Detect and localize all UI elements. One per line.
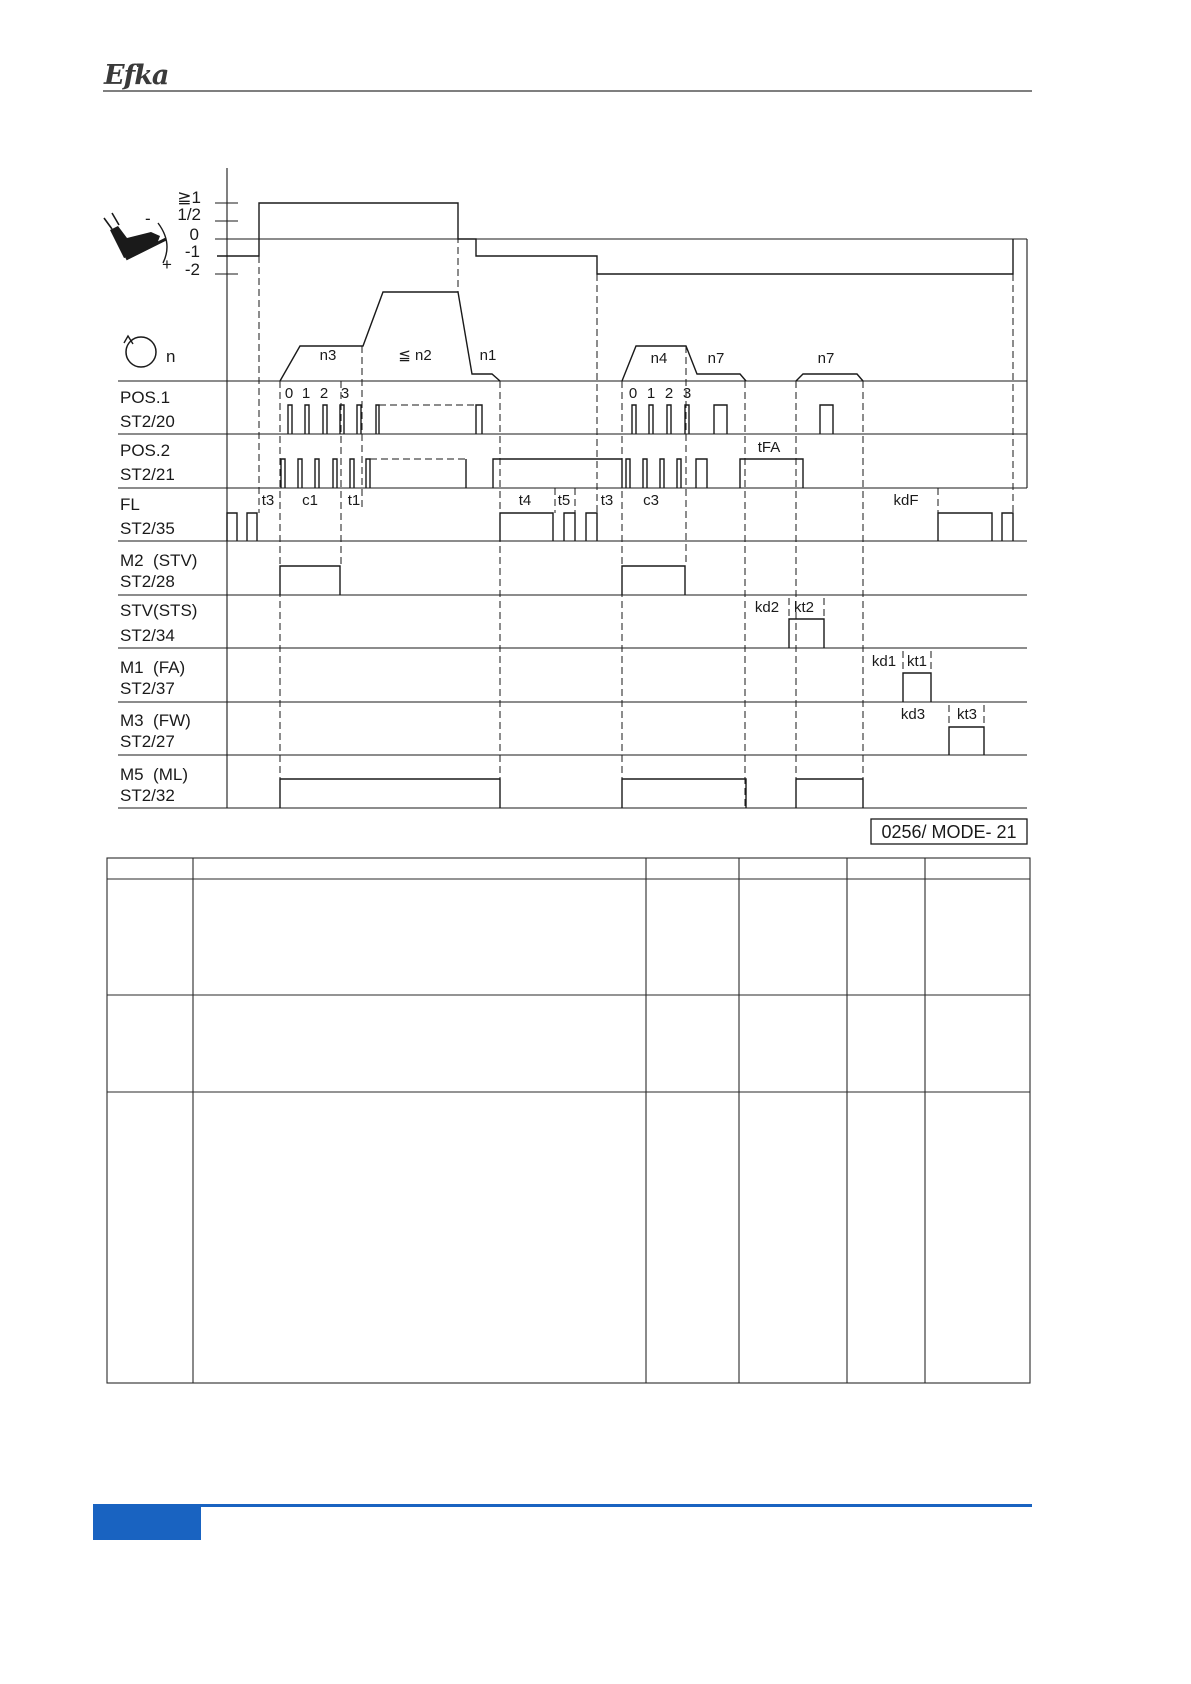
pedal-minus-sign: - (145, 209, 151, 228)
fl-signal (227, 492, 1013, 541)
timing-label-kd3: kd3 (900, 706, 926, 723)
timing-label-t4: t4 (518, 492, 532, 509)
m1-signal (872, 653, 931, 702)
row-name-pos2: POS.2 (120, 441, 171, 460)
m5-signal (280, 779, 863, 808)
timing-label-t3: t3 (261, 492, 275, 509)
table-column-dividers (193, 858, 925, 1383)
timing-label-c1: c1 (302, 492, 318, 509)
rotation-icon (124, 336, 156, 367)
row-name-m3: M3 (FW) (120, 711, 191, 730)
pos1-mark: 0 (284, 385, 294, 402)
row-name-m5: M5 (ML) (120, 765, 188, 784)
row-pin-stv: ST2/34 (120, 626, 175, 645)
row-pin-m3: ST2/27 (120, 732, 175, 751)
speed-label-n4: n4 (650, 350, 668, 367)
timing-label-tfa: tFA (757, 439, 781, 456)
page-number-box (93, 1504, 201, 1540)
speed-label-n3: n3 (319, 347, 337, 364)
footer-rule (93, 1504, 1032, 1507)
stv-signal (755, 599, 824, 648)
parameter-table (107, 858, 1030, 1383)
row-name-m1: M1 (FA) (120, 658, 186, 677)
pedal-plus-sign: + (162, 255, 172, 274)
pos1-mark: 1 (301, 385, 311, 402)
page-footer (93, 1504, 1032, 1540)
mode-tag (871, 819, 1027, 844)
speed-label-n7: n7 (817, 350, 835, 367)
row-name-m2: M2 (STV) (120, 551, 198, 570)
speed-trace-first (280, 292, 500, 381)
row-pin-m1: ST2/37 (120, 679, 175, 698)
m2-signal (280, 566, 685, 595)
speed-label-n2: ≦ n2 (398, 347, 432, 364)
timing-label-t1: t1 (347, 492, 361, 509)
pos1-signal (285, 385, 833, 434)
pos1-mark: 1 (646, 385, 656, 402)
timing-label-kt2: kt2 (793, 599, 815, 616)
row-name-stv: STV(STS) (120, 601, 198, 620)
timing-label-t3: t3 (600, 492, 614, 509)
pos2-signal (281, 439, 803, 488)
mode-tag-text: 0256/ MODE- 21 (881, 822, 1017, 842)
pos1-mark: 2 (664, 385, 674, 402)
timing-label-kdf: kdF (893, 492, 919, 509)
pos1-mark: 0 (628, 385, 638, 402)
timing-label-kt1: kt1 (906, 653, 928, 670)
row-pin-m5: ST2/32 (120, 786, 175, 805)
row-name-pos1: POS.1 (120, 388, 171, 407)
speed-axis-label: n (166, 347, 176, 366)
pedal-foot-icon (104, 209, 172, 274)
timing-label-kt3: kt3 (956, 706, 978, 723)
speed-trace-second (622, 346, 746, 381)
pos1-mark: 3 (682, 385, 692, 402)
signal-row-lines (118, 381, 1027, 808)
page-header (103, 60, 1032, 91)
speed-label-n1: n1 (479, 347, 497, 364)
row-pin-pos1: ST2/20 (120, 412, 175, 431)
row-name-fl: FL (120, 495, 140, 514)
pedal-level-label: 0 (189, 225, 199, 244)
pedal-section (104, 188, 1027, 488)
pedal-level-label: -2 (184, 260, 200, 279)
pedal-zero-line (215, 239, 1027, 488)
timing-diagram (104, 168, 1027, 844)
timing-label-c3: c3 (643, 492, 659, 509)
table-row-dividers (107, 879, 1030, 1092)
pedal-level-label: ≧1 (177, 188, 201, 207)
pos1-mark: 2 (319, 385, 329, 402)
speed-label-n7: n7 (707, 350, 725, 367)
speed-section (124, 292, 863, 381)
m3-signal (901, 706, 984, 755)
row-pin-m2: ST2/28 (120, 572, 175, 591)
timing-label-t5: t5 (557, 492, 571, 509)
pedal-level-label: 1/2 (177, 205, 201, 224)
timing-label-kd1: kd1 (871, 653, 897, 670)
efka-logo: Efka (104, 60, 169, 91)
row-pin-fl: ST2/35 (120, 519, 175, 538)
pedal-level-label: -1 (184, 242, 200, 261)
pos1-mark: 3 (340, 385, 350, 402)
row-pin-pos2: ST2/21 (120, 465, 175, 484)
signal-row-labels (120, 388, 197, 805)
timing-label-kd2: kd2 (754, 599, 780, 616)
speed-trace-third (796, 374, 863, 381)
